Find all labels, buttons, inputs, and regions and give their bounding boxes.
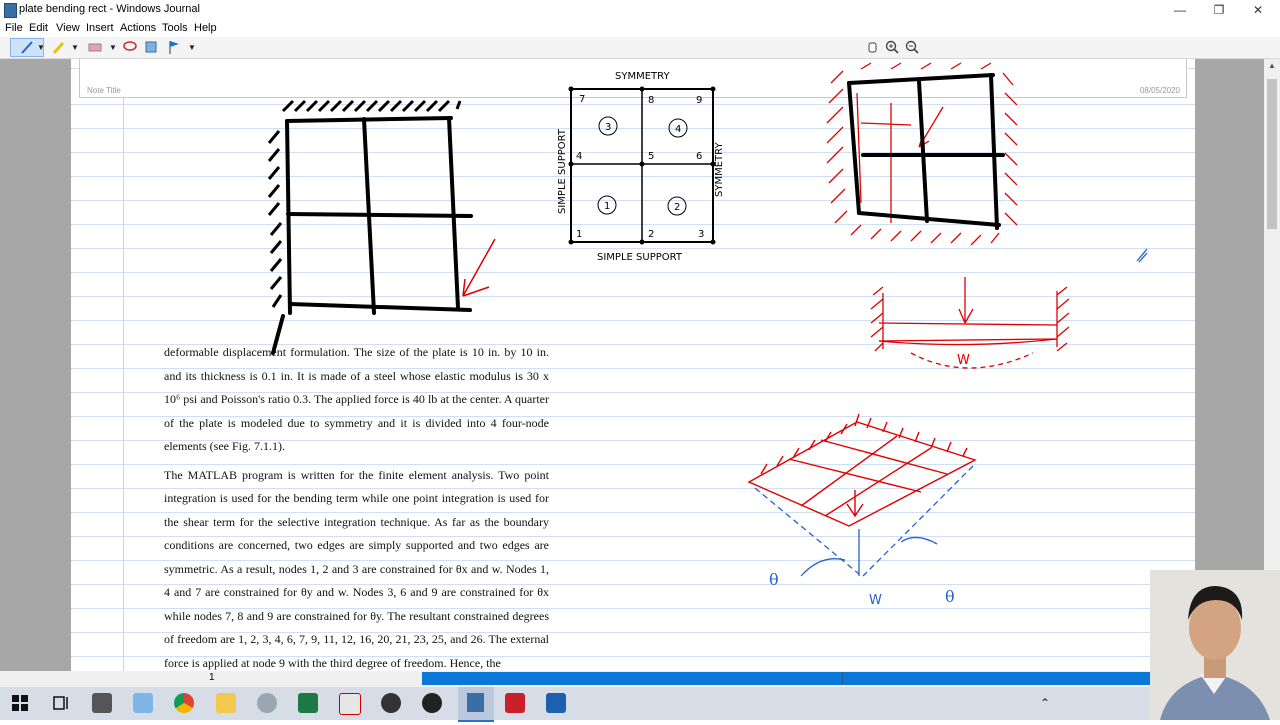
node-label-9: 9 [696,95,703,106]
element-label-1: 1 [604,201,611,212]
journal-taskbar-button[interactable] [458,687,494,722]
text-paragraph-2: The MATLAB program is written for the finite element analysis. Two point integration is used for the bending term while one point integration is used for the shear term for the selective integration technique. As far as the boundary conditions are concerned, two edges are simply supported and two edges are symmetric. As a result, nodes 1, 2 and 3 are constrained for θx and w. Nodes 1, 4 and 7 are constrained for θy and w. Nodes 3, 6 and 9 are constrained for θx while nodes 7, 8 and 9 are constrained for θy. The resultant constrained degrees of freedom are 1, 2, 3, 4, 6, 7, 9, 11, 12, 16, 20, 21, 23, 25, and 26. The external force is applied at node 9 with the third degree of freedom. Hence, the [164,467,549,670]
start-button[interactable] [10,693,30,713]
menu-file[interactable]: File [5,22,23,34]
figure-top-label: SYMMETRY [615,71,670,82]
restore-button[interactable]: ❐ [1213,3,1225,17]
system-tray[interactable] [1040,696,1050,710]
highlighter-dropdown-arrow[interactable]: ▼ [71,43,79,52]
window-title: plate bending rect - Windows Journal [19,3,200,15]
zoom-in-button[interactable] [883,39,900,56]
lasso-button[interactable] [121,39,138,56]
figure-bottom-label: SIMPLE SUPPORT [597,252,682,263]
red-hatched-grid-sketch [821,63,1031,253]
app-taskbar-button[interactable] [133,693,153,713]
zoom-out-button[interactable] [903,39,920,56]
note-title-field[interactable]: Note Title [87,86,121,95]
beam-deflection-sketch [861,273,1081,383]
chrome-taskbar-button[interactable] [174,693,194,713]
status-bar [0,671,1280,687]
node-label-2: 2 [648,229,655,240]
tray-chevron-icon[interactable]: ⌃ [1040,696,1051,710]
flag-button[interactable] [165,39,182,56]
eraser-button[interactable] [86,39,103,56]
page-number: 1 [209,672,215,683]
pan-hand-icon [864,39,880,55]
app2-taskbar-button[interactable] [257,693,277,713]
insert-space-button[interactable] [142,39,159,56]
page-progress-bar [422,672,1150,685]
insert-space-icon [143,39,159,55]
node-label-3: 3 [698,229,705,240]
task-view-button[interactable] [51,693,71,713]
title-bar [0,0,1280,20]
start-icon [10,693,30,713]
theta-left-label: θ [769,570,779,589]
progress-divider [842,672,843,685]
plate-w-label: W [869,593,882,608]
minimize-button[interactable]: — [1174,3,1186,17]
app5-taskbar-button[interactable] [505,693,525,713]
scroll-up-arrow[interactable]: ▲ [1268,61,1276,70]
presenter-video [1150,570,1280,720]
page-margin-line [123,95,124,671]
app3-taskbar-button[interactable] [381,693,401,713]
lasso-icon [122,39,138,55]
highlighter-icon [51,39,67,55]
node-label-6: 6 [696,151,703,162]
note-date: 08/05/2020 [1139,86,1180,95]
highlighter-button[interactable] [50,39,67,56]
black-grid-sketch [261,91,491,326]
acrobat-taskbar-button[interactable] [339,693,361,715]
element-label-3: 3 [605,122,612,133]
toolbar [0,37,1280,59]
menu-help[interactable]: Help [194,22,217,34]
node-label-7: 7 [579,94,586,105]
scroll-thumb[interactable] [1267,79,1277,229]
element-label-2: 2 [674,202,681,213]
journal-workspace[interactable] [0,59,1264,671]
node-label-4: 4 [576,151,583,162]
zoom-in-icon [884,39,900,55]
pan-button[interactable] [863,39,880,56]
windows-taskbar [0,687,1280,720]
theta-right-label: θ [945,587,955,606]
pen-dropdown-arrow[interactable]: ▼ [37,43,45,52]
red-arrow-sketch [463,239,495,296]
figure-right-label: SYMMETRY [714,142,725,197]
eraser-icon [87,39,103,55]
blue-pen-mark [1133,245,1153,265]
mesh-figure [536,67,766,265]
eraser-dropdown-arrow[interactable]: ▼ [109,43,117,52]
journal-app-icon [4,3,17,18]
menu-tools[interactable]: Tools [162,22,188,34]
excel-taskbar-button[interactable] [298,693,318,713]
journal-page[interactable] [71,59,1195,671]
element-label-4: 4 [675,124,682,135]
journal-icon [467,693,484,712]
flag-dropdown-arrow[interactable]: ▼ [188,43,196,52]
text-paragraph-1: deformable displacement formulation. The size of the plate is 10 in. by 10 in. and its thickness is 0.1 in. It is made of a steel whose elastic modulus is 30 x 10⁶ psi and Poisson's ratio 0.3. The applied force is 40 lb at the center. A quarter of the plate is modeled due to symmetry and it is divided into 4 four-node elements (see Fig. 7.1.1). [164,345,549,453]
file-explorer-taskbar-button[interactable] [216,693,236,713]
app6-taskbar-button[interactable] [546,693,566,713]
node-label-1: 1 [576,229,583,240]
menu-view[interactable]: View [56,22,80,34]
menu-insert[interactable]: Insert [86,22,114,34]
beam-w-label: W [957,353,970,368]
plate-deflection-sketch [741,404,1061,608]
webcam-overlay [1150,570,1280,720]
zoom-out-icon [904,39,920,55]
close-button[interactable]: ✕ [1252,3,1264,17]
menu-edit[interactable]: Edit [29,22,48,34]
node-label-8: 8 [648,95,655,106]
app4-taskbar-button[interactable] [422,693,442,713]
calculator-taskbar-button[interactable] [92,693,112,713]
figure-left-label: SIMPLE SUPPORT [557,129,568,214]
menu-bar [0,20,1280,37]
pen-icon [19,39,35,55]
flag-icon [166,39,182,55]
node-label-5: 5 [648,151,655,162]
pasted-text-block [164,341,549,680]
task-view-icon [51,693,71,713]
menu-actions[interactable]: Actions [120,22,157,34]
